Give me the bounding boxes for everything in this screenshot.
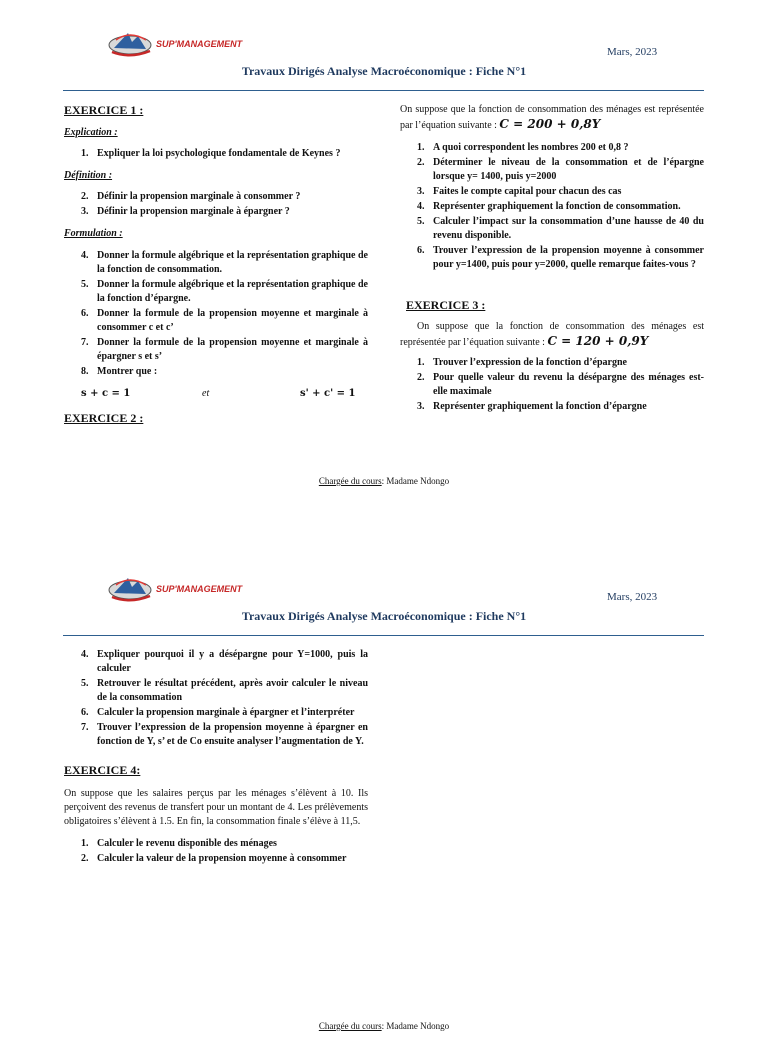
logo-text: SUP'MANAGEMENT bbox=[156, 39, 243, 49]
page-footer: Chargée du cours: Madame Ndongo bbox=[318, 1021, 450, 1031]
left-column bbox=[64, 103, 368, 425]
explication-label: Explication : bbox=[64, 127, 118, 138]
list-item: 4. Expliquer pourquoi il y a désépargne pour Y=1000, puis la calculer bbox=[81, 649, 368, 674]
identity-left: s + c = 1 bbox=[81, 388, 131, 399]
sup-management-logo bbox=[108, 573, 278, 605]
exercise-3-intro: On suppose que la fonction de consommation des ménages est représentée par l’équation suivante : C = 120 + 0,9Y bbox=[400, 321, 704, 348]
exercise-4-intro: On suppose que les salaires perçus par les ménages s’élèvent à 10. Ils perçoivent des revenus de transfert pour un montant de 4. Les prélèvements obligatoires s’élèvent à 1.5. En fin, la consommation finale s’élève à 11,5. bbox=[64, 788, 368, 827]
explication-list bbox=[64, 147, 368, 161]
list-item: 1. Expliquer la loi psychologique fondamentale de Keynes ? bbox=[81, 148, 341, 159]
exercise-4-heading: EXERCICE 4: bbox=[64, 763, 141, 777]
definition-list bbox=[64, 190, 368, 219]
list-item: 4. Donner la formule algébrique et la représentation graphique de la fonction de consommation. bbox=[81, 250, 368, 275]
page-2 bbox=[0, 545, 768, 1057]
list-item: 6. Calculer la propension marginale à épargner et l’interpréter bbox=[81, 707, 355, 718]
list-item: 4. Représenter graphiquement la fonction de consommation. bbox=[417, 201, 681, 212]
list-item: 1. A quoi correspondent les nombres 200 et 0,8 ? bbox=[417, 142, 629, 153]
identity-row bbox=[64, 387, 368, 405]
document-title: Travaux Dirigés Analyse Macroéconomique : Fiche N°1 bbox=[241, 64, 527, 78]
exercise-2-equation: C = 200 + 0,8Y bbox=[499, 117, 601, 131]
exercise-3-list bbox=[400, 356, 704, 414]
formulation-label: Formulation : bbox=[64, 228, 123, 239]
list-item: 7. Trouver l’expression de la propension moyenne à épargner en fonction de Y, s’ et de Co ensuite analyser l’augmentation de Y. bbox=[81, 722, 368, 747]
identity-connector: et bbox=[202, 388, 210, 399]
list-item: 2. Calculer la valeur de la propension moyenne à consommer bbox=[81, 853, 347, 864]
page-1 bbox=[0, 0, 768, 512]
right-column bbox=[400, 103, 704, 415]
header-rule bbox=[63, 90, 704, 91]
exercise-2-list bbox=[400, 141, 704, 272]
exercise-3-heading: EXERCICE 3 : bbox=[406, 298, 486, 312]
identity-right: s' + c' = 1 bbox=[300, 388, 356, 399]
document-title: Travaux Dirigés Analyse Macroéconomique : Fiche N°1 bbox=[241, 609, 527, 623]
page-footer: Chargée du cours: Madame Ndongo bbox=[318, 476, 450, 486]
exercise-4-list bbox=[64, 837, 368, 866]
exercise-2-heading: EXERCICE 2 : bbox=[64, 411, 144, 425]
list-item: 2. Pour quelle valeur du revenu la désépargne des ménages est-elle maximale bbox=[417, 372, 704, 397]
list-item: 6. Donner la formule de la propension moyenne et marginale à consommer c et c’ bbox=[81, 308, 368, 333]
definition-label: Définition : bbox=[64, 170, 113, 181]
list-item: 7. Donner la formule de la propension moyenne et marginale à épargner s et s’ bbox=[81, 337, 368, 362]
list-item: 6. Trouver l’expression de la propension moyenne à consommer pour y=1400, puis pour y=2000, quelle remarque faites-vous ? bbox=[417, 245, 704, 270]
left-column bbox=[64, 648, 368, 867]
logo-text: SUP'MANAGEMENT bbox=[156, 584, 243, 594]
sup-management-logo bbox=[108, 28, 278, 60]
continued-list bbox=[64, 648, 368, 749]
exercise-1-heading: EXERCICE 1 : bbox=[64, 103, 144, 117]
header-rule bbox=[63, 635, 704, 636]
list-item: 2. Déterminer le niveau de la consommation et de l’épargne lorsque y= 1400, puis y=2000 bbox=[417, 157, 704, 182]
exercise-2-intro: On suppose que la fonction de consommation des ménages est représentée par l’équation suivante : C = 200 + 0,8Y bbox=[400, 104, 704, 131]
list-item: 5. Calculer l’impact sur la consommation d’une hausse de 40 du revenu disponible. bbox=[417, 216, 704, 241]
list-item: 3. Définir la propension marginale à épargner ? bbox=[81, 206, 290, 217]
list-item: 8. Montrer que : bbox=[81, 366, 158, 377]
exercise-3-equation: C = 120 + 0,9Y bbox=[547, 334, 649, 348]
list-item: 2. Définir la propension marginale à consommer ? bbox=[81, 191, 301, 202]
list-item: 1. Calculer le revenu disponible des ménages bbox=[81, 838, 277, 849]
formulation-list bbox=[64, 249, 368, 379]
list-item: 3. Représenter graphiquement la fonction d’épargne bbox=[417, 401, 647, 412]
list-item: 3. Faites le compte capital pour chacun des cas bbox=[417, 186, 622, 197]
list-item: 1. Trouver l’expression de la fonction d’épargne bbox=[417, 357, 627, 368]
document-date: Mars, 2023 bbox=[607, 591, 658, 603]
list-item: 5. Retrouver le résultat précédent, après avoir calculer le niveau de la consommation bbox=[81, 678, 368, 703]
document-date: Mars, 2023 bbox=[607, 46, 658, 58]
list-item: 5. Donner la formule algébrique et la représentation graphique de la fonction d’épargne. bbox=[81, 279, 368, 304]
